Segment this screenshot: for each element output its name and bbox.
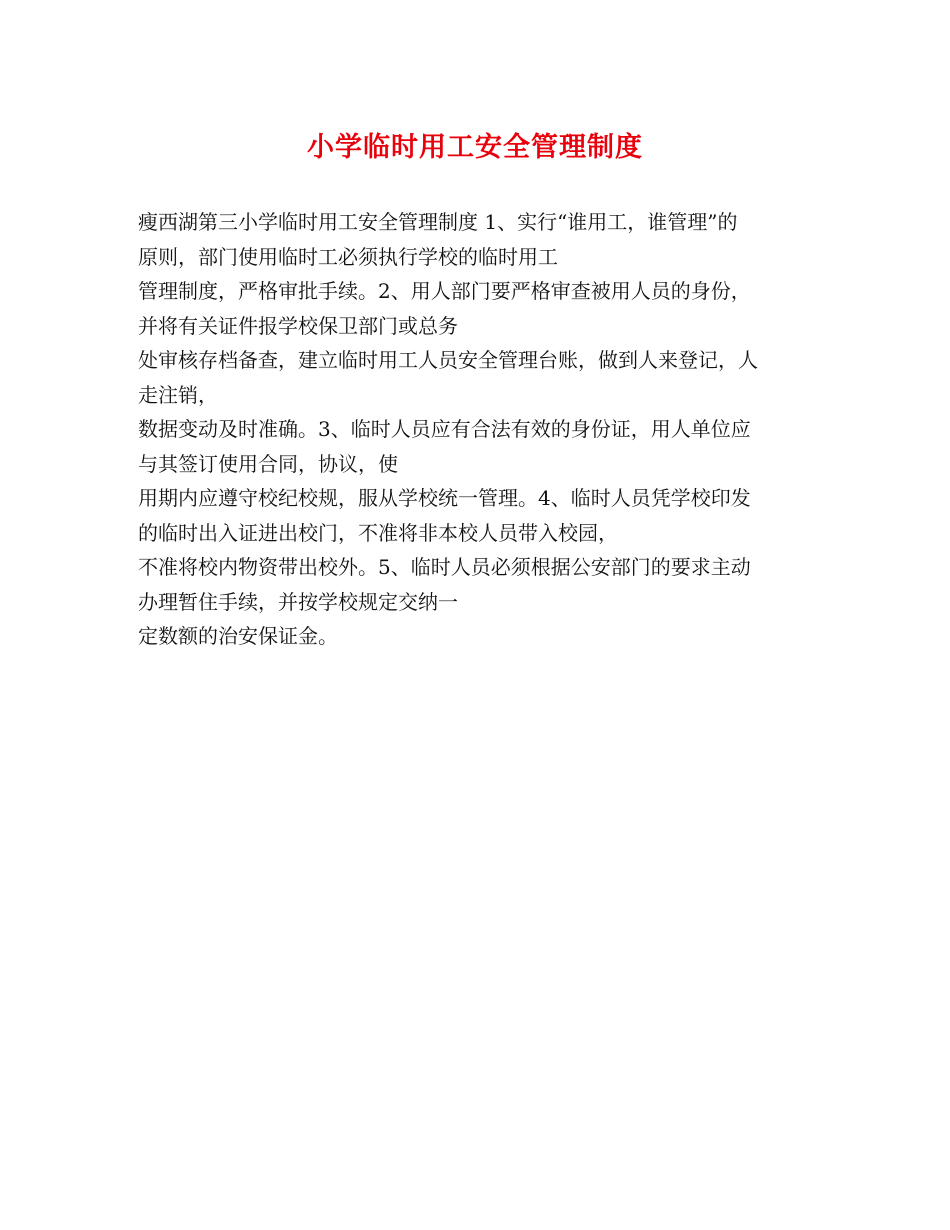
body-line: 办理暂住手续，并按学校规定交纳一 [138, 589, 458, 614]
body-line: 的临时出入证进出校门，不准将非本校人员带入校园， [138, 520, 618, 545]
body-line: 用期内应遵守校纪校规，服从学校统一管理。4、临时人员凭学校印发 [138, 486, 751, 510]
body-line: 原则，部门使用临时工必须执行学校的临时用工 [138, 244, 558, 269]
body-line: 定数额的治安保证金。 [138, 624, 338, 648]
body-line: 并将有关证件报学校保卫部门或总务 [138, 313, 458, 338]
body-line: 走注销， [138, 382, 218, 407]
body-line: 处审核存档备查，建立临时用工人员安全管理台账，做到人来登记，人 [138, 348, 758, 372]
body-line: 瘦西湖第三小学临时用工安全管理制度 1、实行“谁用工，谁管理”的 [138, 210, 738, 234]
body-line: 不准将校内物资带出校外。5、临时人员必须根据公安部门的要求主动 [138, 555, 751, 579]
document-body [138, 205, 818, 654]
document-title: 小学临时用工安全管理制度 [307, 132, 643, 163]
body-line: 管理制度，严格审批手续。2、用人部门要严格审查被用人员的身份， [138, 279, 751, 303]
body-line: 与其签订使用合同，协议，使 [138, 451, 398, 476]
body-line: 数据变动及时准确。3、临时人员应有合法有效的身份证，用人单位应 [138, 417, 751, 441]
